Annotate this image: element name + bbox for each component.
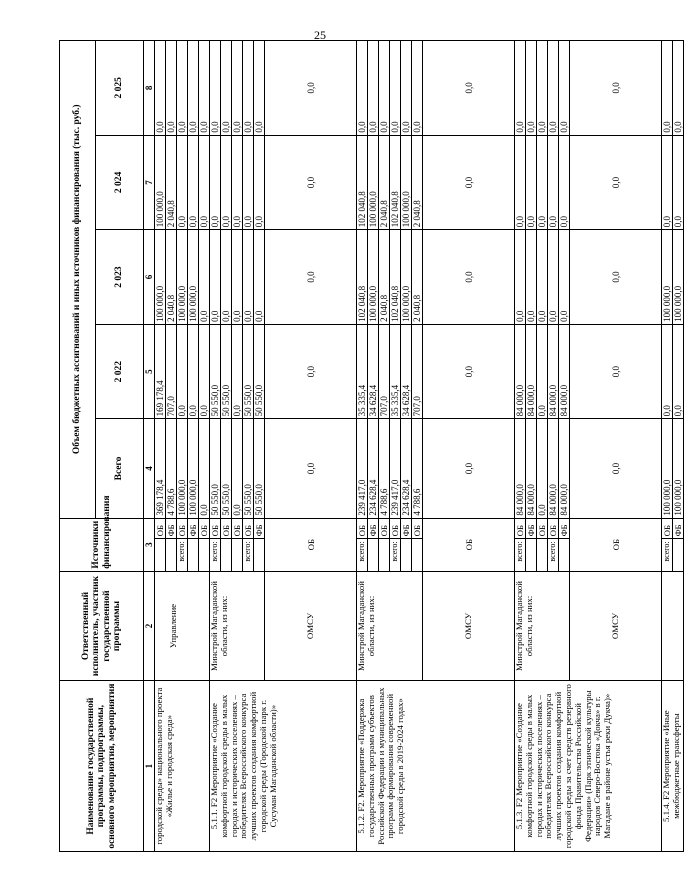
amount-cell: 84 000,0 xyxy=(515,324,526,419)
amount-cell: 100 000,0 xyxy=(368,135,379,230)
header-volume: Объем бюджетных ассигнований и иных источников финансирования (тыс. руб.) xyxy=(60,41,96,519)
amount-cell: 0,0 xyxy=(210,230,221,325)
activity-name: городской среды» национального проекта «Жилье и городская среда» xyxy=(155,681,210,852)
amount-cell: 0,0 xyxy=(221,135,232,230)
amount-cell: 234 628,4 xyxy=(401,419,412,518)
amount-cell: 0,0 xyxy=(570,41,662,136)
rotated-table-wrapper xyxy=(59,40,683,852)
amount-cell: 0,0 xyxy=(265,324,357,419)
amount-cell: 100 000,0 xyxy=(673,419,684,518)
table-row xyxy=(357,41,368,852)
executor-block xyxy=(155,571,210,681)
amount-cell: 84 000,0 xyxy=(548,324,559,419)
amount-cell: 84 000,0 xyxy=(548,419,559,518)
amount-cell: 50 550,0 xyxy=(254,324,265,419)
amount-cell: 100 000,0 xyxy=(155,135,166,230)
header-source: Источники финансирования xyxy=(60,518,144,571)
source-label xyxy=(155,539,166,571)
executor-block xyxy=(662,571,684,681)
amount-cell: 50 550,0 xyxy=(243,324,254,419)
amount-cell: 50 550,0 xyxy=(221,324,232,419)
source-code: ФБ xyxy=(166,518,177,539)
source-code: ОБ xyxy=(548,518,559,539)
source-code: ФБ xyxy=(559,518,570,539)
source-code: ОБ xyxy=(662,518,673,539)
amount-cell: 0,0 xyxy=(537,135,548,230)
header-total: Всего xyxy=(96,419,144,518)
amount-cell: 0,0 xyxy=(188,135,199,230)
amount-cell: 0,0 xyxy=(537,41,548,136)
amount-cell: 0,0 xyxy=(265,419,357,518)
amount-cell: 0,0 xyxy=(673,135,684,230)
amount-cell: 0,0 xyxy=(221,230,232,325)
amount-cell: 0,0 xyxy=(570,419,662,518)
amount-cell: 0,0 xyxy=(265,135,357,230)
header-year-2025: 2 025 xyxy=(96,41,144,136)
amount-cell: 0,0 xyxy=(401,41,412,136)
amount-cell: 100 000,0 xyxy=(401,230,412,325)
amount-cell: 84 000,0 xyxy=(515,419,526,518)
amount-cell: 100 000,0 xyxy=(401,135,412,230)
amount-cell: 0,0 xyxy=(188,41,199,136)
col-num: 3 xyxy=(144,518,155,571)
amount-cell: 0,0 xyxy=(166,41,177,136)
amount-cell: 0,0 xyxy=(662,135,673,230)
amount-cell: 0,0 xyxy=(559,135,570,230)
source-label xyxy=(537,539,548,571)
amount-cell: 0,0 xyxy=(177,135,188,230)
amount-cell: 4 788,6 xyxy=(412,419,423,518)
amount-cell: 707,0 xyxy=(166,324,177,419)
amount-cell: 102 040,8 xyxy=(390,135,401,230)
source-label: всего: xyxy=(243,539,254,571)
amount-cell: 0,0 xyxy=(548,41,559,136)
amount-cell: 84 000,0 xyxy=(559,419,570,518)
source-label xyxy=(232,539,243,571)
amount-cell: 0,0 xyxy=(232,135,243,230)
amount-cell: 0,0 xyxy=(662,324,673,419)
amount-cell: 0,0 xyxy=(177,41,188,136)
source-code: ОБ xyxy=(155,518,166,539)
amount-cell: 0,0 xyxy=(254,41,265,136)
amount-cell: 0,0 xyxy=(559,230,570,325)
source-label: всего: xyxy=(548,539,559,571)
source-label: всего: xyxy=(177,539,188,571)
amount-cell: 34 628,4 xyxy=(368,324,379,419)
col-num: 2 xyxy=(144,571,155,681)
amount-cell: 100 000,0 xyxy=(662,419,673,518)
source-code: ОБ xyxy=(412,518,423,539)
amount-cell: 0,0 xyxy=(570,135,662,230)
amount-cell: 0,0 xyxy=(515,230,526,325)
amount-cell: 0,0 xyxy=(548,230,559,325)
source-code: ОБ xyxy=(210,518,221,539)
amount-cell: 0,0 xyxy=(199,324,210,419)
executor-name: Управление xyxy=(168,603,178,649)
amount-cell: 0,0 xyxy=(243,41,254,136)
amount-cell: 0,0 xyxy=(423,324,515,419)
source-code: ФБ xyxy=(368,518,379,539)
amount-cell: 0,0 xyxy=(515,41,526,136)
amount-cell: 50 550,0 xyxy=(254,419,265,518)
source-label xyxy=(254,539,265,571)
amount-cell: 0,0 xyxy=(199,135,210,230)
amount-cell: 0,0 xyxy=(232,230,243,325)
amount-cell: 102 040,8 xyxy=(390,230,401,325)
source-label xyxy=(401,539,412,571)
amount-cell: 369 178,4 xyxy=(155,419,166,518)
source-code: ОБ xyxy=(177,518,188,539)
source-label: всего: xyxy=(210,539,221,571)
amount-cell: 2 040,8 xyxy=(166,135,177,230)
amount-cell: 0,0 xyxy=(423,230,515,325)
source-label xyxy=(559,539,570,571)
source-code: ФБ xyxy=(401,518,412,539)
amount-cell: 0,0 xyxy=(254,230,265,325)
amount-cell: 0,0 xyxy=(673,41,684,136)
amount-cell: 239 417,0 xyxy=(390,419,401,518)
source-code: ОБ xyxy=(265,518,357,571)
source-code: ФБ xyxy=(254,518,265,539)
amount-cell: 35 335,4 xyxy=(390,324,401,419)
amount-cell: 2 040,8 xyxy=(412,135,423,230)
amount-cell: 0,0 xyxy=(548,135,559,230)
amount-cell: 2 040,8 xyxy=(379,135,390,230)
executor-omsu: ОМСУ xyxy=(265,571,357,681)
source-label xyxy=(379,539,390,571)
activity-name: 5.1.3. F2 Мероприятие «Создание комфортной городской среды в малых городах и исторических поселениях – победителях Всероссийского конкурса лучших проектов создания комфортной городской среды за счет средств резервного фонда Правительства Российской Федерации» (Парк этнической культуры народов Северо-Востока «Докча» в г. Магадане в районе устья реки Дукча)» xyxy=(515,681,662,852)
table-row xyxy=(155,41,166,852)
amount-cell: 50 550,0 xyxy=(243,419,254,518)
amount-cell: 0,0 xyxy=(265,41,357,136)
amount-cell: 0,0 xyxy=(559,41,570,136)
amount-cell: 0,0 xyxy=(232,41,243,136)
amount-cell: 100 000,0 xyxy=(177,419,188,518)
header-executor: Ответственный исполнитель, участник государственной программы xyxy=(60,571,144,681)
source-label xyxy=(221,539,232,571)
col-num: 8 xyxy=(144,41,155,136)
amount-cell: 169 178,4 xyxy=(155,324,166,419)
col-num: 5 xyxy=(144,324,155,419)
amount-cell: 0,0 xyxy=(254,135,265,230)
source-label: всего: xyxy=(662,539,673,571)
amount-cell: 0,0 xyxy=(188,324,199,419)
table-row xyxy=(210,41,221,852)
amount-cell: 707,0 xyxy=(379,324,390,419)
amount-cell: 2 040,8 xyxy=(166,230,177,325)
amount-cell: 84 000,0 xyxy=(526,419,537,518)
source-label: всего: xyxy=(515,539,526,571)
executor-minstroy: Минстрой Магаданской области, из них: xyxy=(357,571,423,681)
source-label: всего: xyxy=(390,539,401,571)
amount-cell: 0,0 xyxy=(570,324,662,419)
source-code: ОБ xyxy=(570,518,662,571)
amount-cell: 0,0 xyxy=(412,41,423,136)
amount-cell: 0,0 xyxy=(210,41,221,136)
source-code: ОБ xyxy=(221,518,232,539)
source-code: ОБ xyxy=(379,518,390,539)
source-code: ФБ xyxy=(673,518,684,539)
amount-cell: 0,0 xyxy=(210,135,221,230)
amount-cell: 100 000,0 xyxy=(673,230,684,325)
source-label xyxy=(199,539,210,571)
source-code: ОБ xyxy=(243,518,254,539)
amount-cell: 4 788,6 xyxy=(166,419,177,518)
amount-cell: 0,0 xyxy=(232,419,243,518)
amount-cell: 0,0 xyxy=(265,230,357,325)
source-label xyxy=(188,539,199,571)
source-label: всего: xyxy=(357,539,368,571)
col-num: 6 xyxy=(144,230,155,325)
header-year-2022: 2 022 xyxy=(96,324,144,419)
amount-cell: 100 000,0 xyxy=(368,230,379,325)
amount-cell: 0,0 xyxy=(423,41,515,136)
activity-name: 5.1.1. F2 Мероприятие «Создание комфортной городской среды в малых городах и исторических поселениях – победителях Всероссийского конкурса лучших проектов создания комфортной городской среды (Городской парк г. Сусуман Магаданской области)» xyxy=(210,681,357,852)
amount-cell: 0,0 xyxy=(199,41,210,136)
header-year-2024: 2 024 xyxy=(96,135,144,230)
source-code: ФБ xyxy=(188,518,199,539)
amount-cell: 102 040,8 xyxy=(357,135,368,230)
header-name: Наименование государственной программы, подпрограммы, основного мероприятия, мероприятия xyxy=(60,681,144,852)
source-label xyxy=(412,539,423,571)
amount-cell: 0,0 xyxy=(537,230,548,325)
source-code: ОБ xyxy=(423,518,515,571)
amount-cell: 0,0 xyxy=(423,135,515,230)
source-code: ОБ xyxy=(390,518,401,539)
amount-cell: 0,0 xyxy=(199,230,210,325)
amount-cell: 100 000,0 xyxy=(662,230,673,325)
amount-cell: 0,0 xyxy=(232,324,243,419)
executor-omsu: ОМСУ xyxy=(423,571,515,681)
amount-cell: 84 000,0 xyxy=(526,324,537,419)
amount-cell: 0,0 xyxy=(526,230,537,325)
source-code: ОБ xyxy=(537,518,548,539)
amount-cell: 0,0 xyxy=(673,324,684,419)
amount-cell: 100 000,0 xyxy=(188,230,199,325)
source-label xyxy=(526,539,537,571)
amount-cell: 84 000,0 xyxy=(559,324,570,419)
amount-cell: 2 040,8 xyxy=(379,230,390,325)
source-code: ОБ xyxy=(357,518,368,539)
amount-cell: 50 550,0 xyxy=(210,324,221,419)
amount-cell: 239 417,0 xyxy=(357,419,368,518)
amount-cell: 0,0 xyxy=(526,135,537,230)
amount-cell: 234 628,4 xyxy=(368,419,379,518)
activity-name: 5.1.2. F2. Мероприятие «Поддержка государственных программ субъектов Российской Федерации и муниципальных программ формирования современной городской среды в 2019-2024 годах» xyxy=(357,681,515,852)
header-year-2023: 2 023 xyxy=(96,230,144,325)
amount-cell: 0,0 xyxy=(243,135,254,230)
col-num: 7 xyxy=(144,135,155,230)
amount-cell: 0,0 xyxy=(357,41,368,136)
amount-cell: 100 000,0 xyxy=(177,230,188,325)
source-label xyxy=(166,539,177,571)
amount-cell: 100 000,0 xyxy=(155,230,166,325)
amount-cell: 0,0 xyxy=(515,135,526,230)
amount-cell: 0,0 xyxy=(537,324,548,419)
source-label xyxy=(368,539,379,571)
activity-name: 5.1.4. F2 Мероприятие «Иные межбюджетные трансферты xyxy=(662,681,684,852)
amount-cell: 0,0 xyxy=(221,41,232,136)
amount-cell: 0,0 xyxy=(526,41,537,136)
amount-cell: 707,0 xyxy=(412,324,423,419)
financing-table xyxy=(59,40,684,852)
source-code: ОБ xyxy=(515,518,526,539)
amount-cell: 50 550,0 xyxy=(221,419,232,518)
amount-cell: 0,0 xyxy=(177,324,188,419)
amount-cell: 0,0 xyxy=(199,419,210,518)
amount-cell: 102 040,8 xyxy=(357,230,368,325)
col-num: 1 xyxy=(144,681,155,852)
amount-cell: 0,0 xyxy=(537,419,548,518)
executor-minstroy: Минстрой Магаданской области, из них: xyxy=(515,571,570,681)
amount-cell: 34 628,4 xyxy=(401,324,412,419)
source-label xyxy=(673,539,684,571)
amount-cell: 100 000,0 xyxy=(188,419,199,518)
amount-cell: 35 335,4 xyxy=(357,324,368,419)
amount-cell: 0,0 xyxy=(155,41,166,136)
col-num: 4 xyxy=(144,419,155,518)
source-code: ФБ xyxy=(526,518,537,539)
amount-cell: 0,0 xyxy=(368,41,379,136)
amount-cell: 0,0 xyxy=(379,41,390,136)
amount-cell: 2 040,8 xyxy=(412,230,423,325)
executor-omsu: ОМСУ xyxy=(570,571,662,681)
amount-cell: 0,0 xyxy=(570,230,662,325)
amount-cell: 0,0 xyxy=(243,230,254,325)
amount-cell: 0,0 xyxy=(390,41,401,136)
source-code: ОБ xyxy=(199,518,210,539)
executor-minstroy: Минстрой Магаданской области, из них: xyxy=(210,571,265,681)
table-body xyxy=(155,41,684,852)
source-code: ОБ xyxy=(232,518,243,539)
page-number: 25 xyxy=(314,28,326,42)
table-row xyxy=(662,41,673,852)
table-row xyxy=(515,41,526,852)
amount-cell: 50 550,0 xyxy=(210,419,221,518)
amount-cell: 4 788,6 xyxy=(379,419,390,518)
amount-cell: 0,0 xyxy=(423,419,515,518)
amount-cell: 0,0 xyxy=(662,41,673,136)
